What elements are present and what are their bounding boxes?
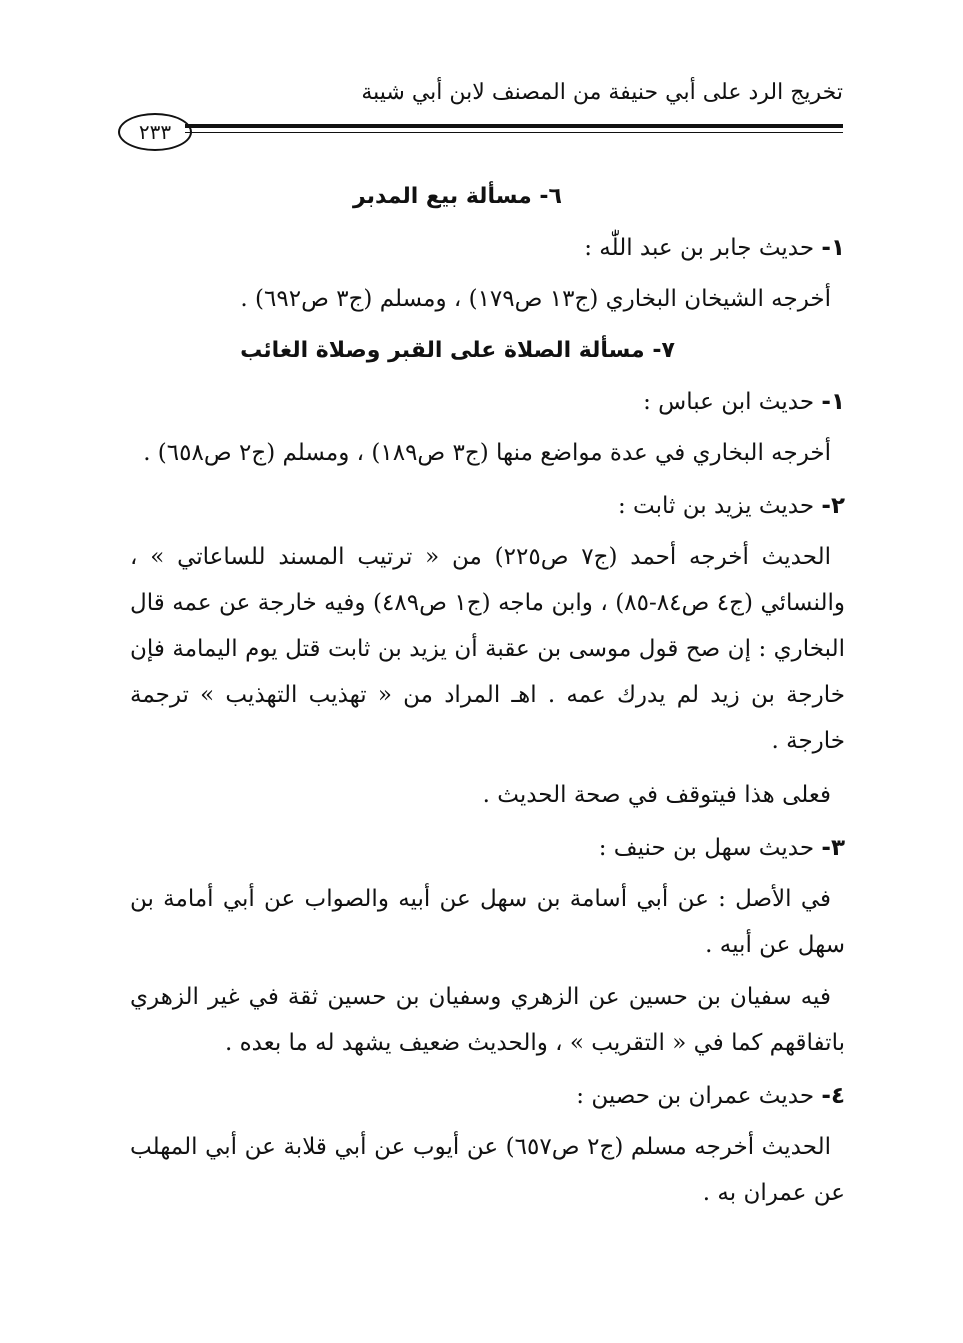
paragraph: فيه سفيان بن حسين عن الزهري وسفيان بن حسين ثقة في غير الزهري باتفاقهم كما في « التقريب » ، والحديث ضعيف يشهد له ما بعده . xyxy=(130,984,845,1056)
item-title: حديث جابر بن عبد اللّٰه : xyxy=(584,235,815,261)
item-title: حديث يزيد بن ثابت : xyxy=(617,493,815,519)
running-header: تخريج الرد على أبي حنيفة من المصنف لابن أبي شيبة xyxy=(361,80,843,105)
paragraph: فعلى هذا فيتوقف في صحة الحديث . xyxy=(482,782,831,808)
item-number: ١- xyxy=(821,235,845,261)
header-rule-thin xyxy=(185,132,843,133)
hadith-item xyxy=(130,378,845,426)
section-heading: ٦- مسألة بيع المدبر xyxy=(353,184,562,209)
paragraph: في الأصل : عن أبي أسامة بن سهل عن أبيه والصواب عن أبي أمامة بن سهل عن أبيه . xyxy=(130,886,845,958)
item-title: حديث ابن عباس : xyxy=(643,389,815,415)
hadith-item xyxy=(130,824,845,872)
header-rule-thick xyxy=(185,124,843,128)
item-number: ١- xyxy=(821,389,845,415)
hadith-item xyxy=(130,1072,845,1120)
item-number: ٤- xyxy=(821,1083,845,1109)
page-number: ٢٣٣ xyxy=(118,113,192,151)
item-number: ٣- xyxy=(821,835,845,861)
paragraph: أخرجه البخاري في عدة مواضع منها (ج٣ ص١٨٩) ، ومسلم (ج٢ ص٦٥٨) . xyxy=(143,440,831,466)
page-body xyxy=(130,168,845,1222)
item-number: ٢- xyxy=(821,493,845,519)
item-title: حديث عمران بن حصين : xyxy=(576,1083,815,1109)
paragraph: الحديث أخرجه أحمد (ج٧ ص٢٢٥) من « ترتيب المسند للساعاتي » ، والنسائي (ج٤ ص٨٤-٨٥) ، وابن ماجه (ج١ ص٤٨٩) وفيه خارجة عن عمه قال البخاري : إن صح قول موسى بن عقبة أن يزيد بن ثابت قتل يوم اليمامة فإن خارجة بن زيد لم يدرك عمه . اهـ المراد من « تهذيب التهذيب » ترجمة خارجة . xyxy=(130,544,845,754)
paragraph: أخرجه الشيخان البخاري (ج١٣ ص١٧٩) ، ومسلم (ج٣ ص٦٩٢) . xyxy=(240,286,831,312)
hadith-item xyxy=(130,482,845,530)
paragraph: الحديث أخرجه مسلم (ج٢ ص٦٥٧) عن أيوب عن أبي قلابة عن أبي المهلب عن عمران به . xyxy=(130,1134,845,1206)
item-title: حديث سهل بن حنيف : xyxy=(598,835,815,861)
section-heading: ٧- مسألة الصلاة على القبر وصلاة الغائب xyxy=(240,338,675,363)
hadith-item xyxy=(130,224,845,272)
